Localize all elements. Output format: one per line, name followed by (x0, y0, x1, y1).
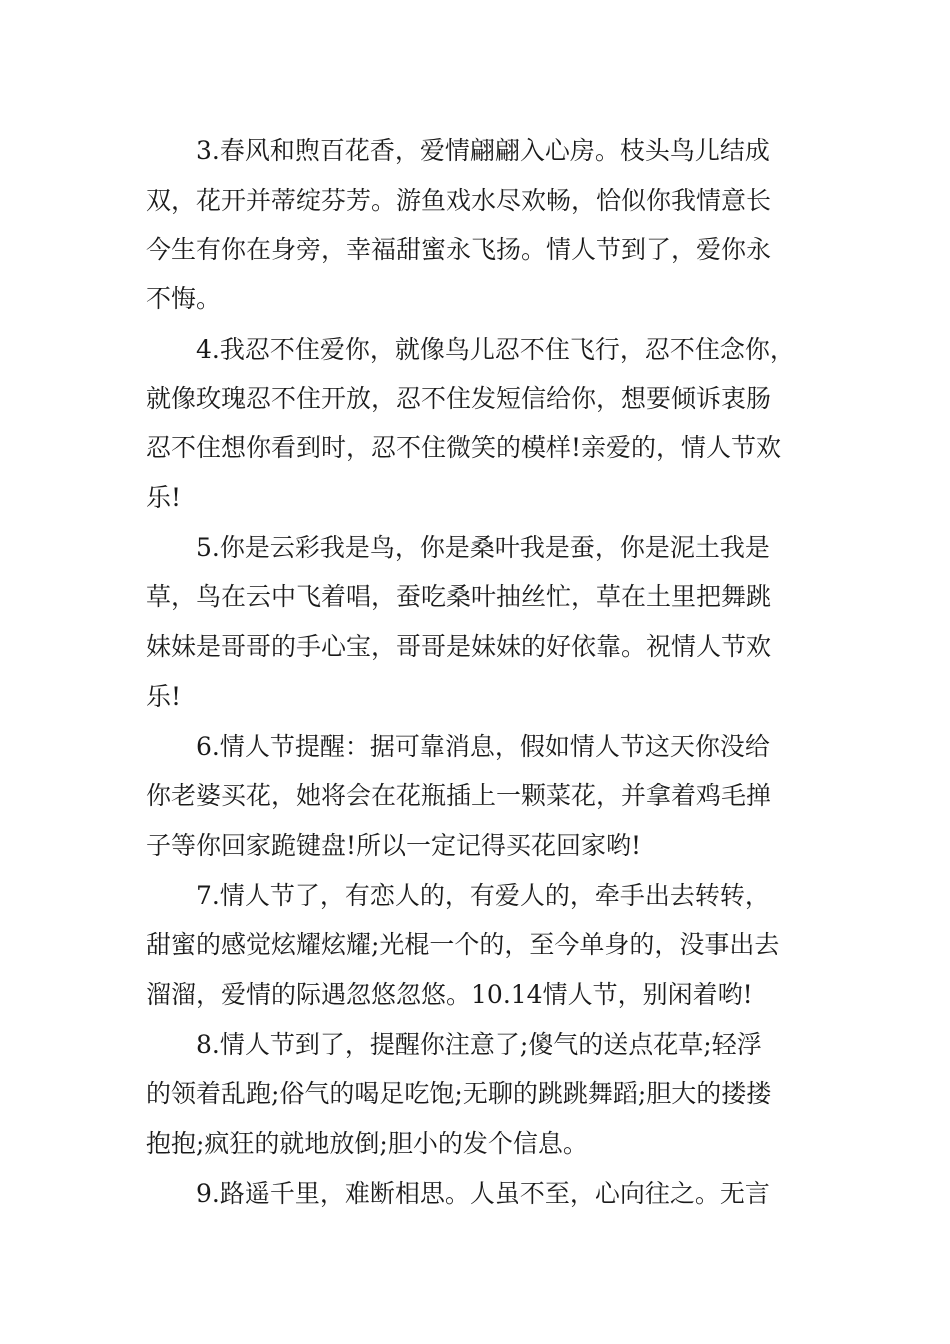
paragraph-5-line-4: 乐! (146, 682, 182, 711)
paragraph-9-line-1: 9.路遥千里，难断相思。人虽不至，心向往之。无言 (196, 1179, 770, 1208)
paragraph-4-line-3: 忍不住想你看到时，忍不住微笑的模样!亲爱的，情人节欢 (146, 433, 782, 462)
paragraph-5-line-2: 草，鸟在云中飞着唱，蚕吃桑叶抽丝忙，草在土里把舞跳 (146, 582, 772, 611)
paragraph-7-line-3: 溜溜，爱情的际遇忽悠忽悠。10.14情人节，别闲着哟! (146, 980, 753, 1009)
paragraph-4-line-4: 乐! (146, 483, 182, 512)
paragraph-6-line-1: 6.情人节提醒：据可靠消息，假如情人节这天你没给 (196, 732, 770, 761)
paragraph-7-line-2: 甜蜜的感觉炫耀炫耀;光棍一个的，至今单身的，没事出去 (146, 930, 780, 959)
paragraph-6-line-2: 你老婆买花，她将会在花瓶插上一颗菜花，并拿着鸡毛掸 (146, 781, 772, 810)
paragraph-8-line-2: 的领着乱跑;俗气的喝足吃饱;无聊的跳跳舞蹈;胆大的搂搂 (146, 1079, 772, 1108)
paragraph-3-line-1: 3.春风和煦百花香，爱情翩翩入心房。枝头鸟儿结成 (196, 136, 770, 165)
paragraph-4-line-2: 就像玫瑰忍不住开放，忍不住发短信给你，想要倾诉衷肠 (146, 384, 772, 413)
paragraph-3-line-2: 双，花开并蒂绽芬芳。游鱼戏水尽欢畅，恰似你我情意长 (146, 186, 772, 215)
paragraph-7-line-1: 7.情人节了，有恋人的，有爱人的，牵手出去转转， (196, 881, 770, 910)
paragraph-3-line-4: 不悔。 (146, 284, 222, 313)
paragraph-6-line-3: 子等你回家跪键盘!所以一定记得买花回家哟! (146, 831, 642, 860)
paragraph-5-line-3: 妹妹是哥哥的手心宝，哥哥是妹妹的好依靠。祝情人节欢 (146, 632, 772, 661)
paragraph-5-line-1: 5.你是云彩我是鸟，你是桑叶我是蚕，你是泥土我是 (196, 533, 770, 562)
paragraph-8-line-1: 8.情人节到了，提醒你注意了;傻气的送点花草;轻浮 (196, 1030, 762, 1059)
paragraph-3-line-3: 今生有你在身旁，幸福甜蜜永飞扬。情人节到了，爱你永 (146, 235, 772, 264)
paragraph-8-line-3: 抱抱;疯狂的就地放倒;胆小的发个信息。 (146, 1129, 588, 1158)
paragraph-4-line-1: 4.我忍不住爱你，就像鸟儿忍不住飞行，忍不住念你， (196, 335, 795, 364)
